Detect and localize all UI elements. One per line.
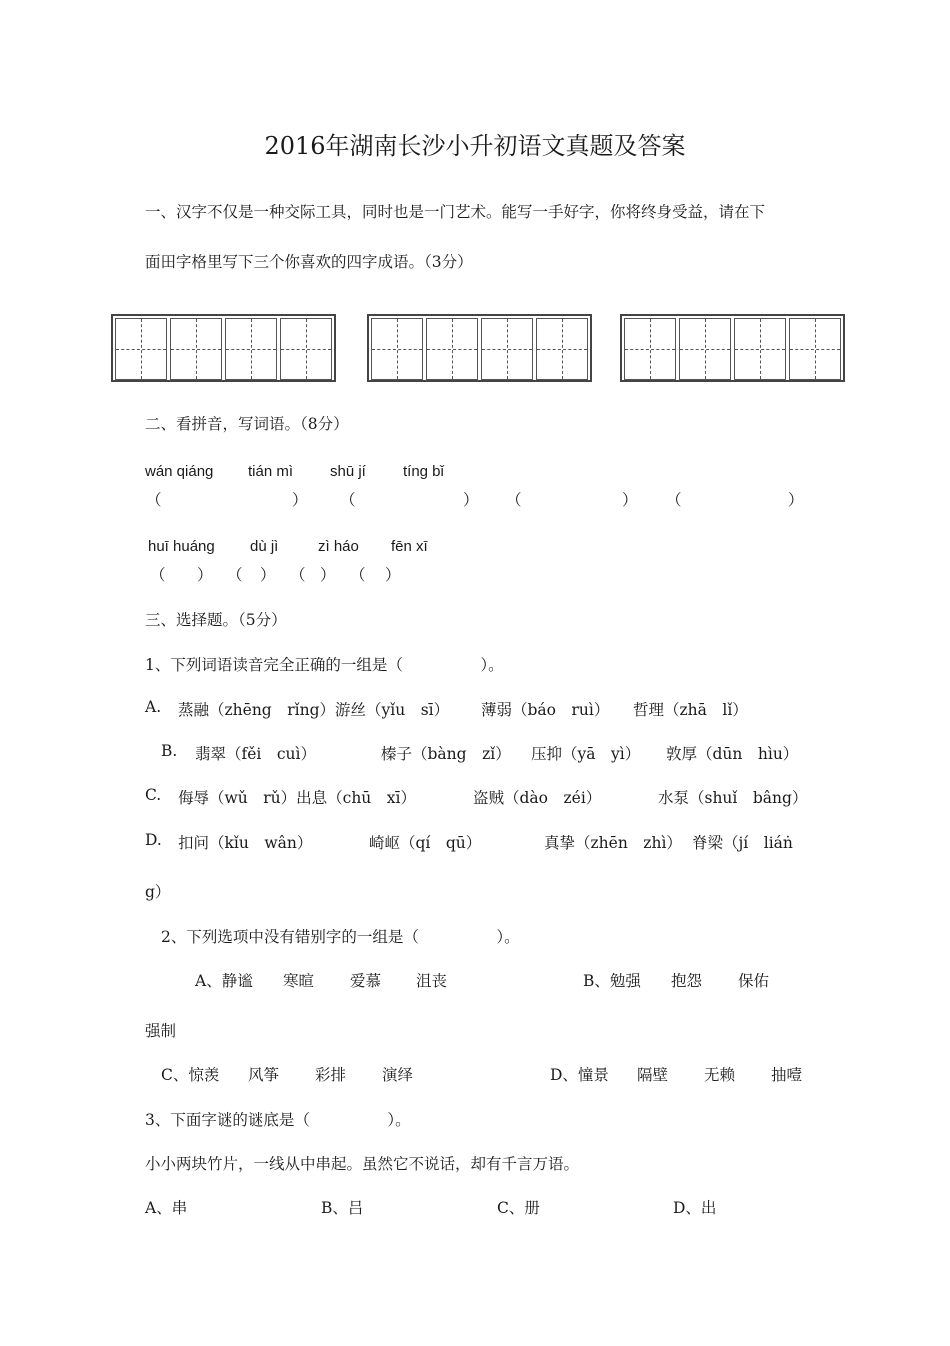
answer-bracket-open: （	[350, 566, 366, 584]
option-d-word: 抽噎	[771, 1066, 803, 1084]
answer-bracket-close: ）	[197, 566, 213, 584]
writing-grid-1[interactable]	[111, 314, 336, 382]
option-a-text: 蒸融（zhēng rǐng）游丝（yǐu sī）	[178, 701, 450, 719]
answer-bracket-open: （	[146, 491, 162, 509]
option-b-text: 敦厚（dūn hìu）	[666, 745, 799, 763]
option-a: A、串	[145, 1199, 188, 1217]
grid-cell[interactable]	[536, 318, 588, 380]
page-title: 2016年湖南长沙小升初语文真题及答案	[264, 132, 686, 160]
grid-cell[interactable]	[624, 318, 676, 380]
answer-bracket-close: ）	[320, 566, 336, 584]
option-c-word: C、惊羡	[161, 1066, 220, 1084]
grid-cell[interactable]	[481, 318, 533, 380]
grid-cell[interactable]	[679, 318, 731, 380]
grid-cell[interactable]	[170, 318, 222, 380]
option-c-word: 风筝	[248, 1066, 280, 1084]
option-d-word: 隔壁	[637, 1066, 669, 1084]
q3-heading: 三、选择题。（5分）	[145, 611, 287, 629]
pinyin: tíng bǐ	[403, 463, 444, 480]
option-d-word: 无赖	[704, 1066, 736, 1084]
pinyin: wán qiáng	[145, 463, 214, 480]
grid-cell[interactable]	[115, 318, 167, 380]
answer-bracket-close: ）	[622, 491, 638, 509]
answer-bracket-close: ）	[292, 491, 308, 509]
option-a-text: 哲理（zhā lǐ）	[633, 701, 748, 719]
answer-bracket-open: （	[340, 491, 356, 509]
grid-cell[interactable]	[426, 318, 478, 380]
option-d-word: D、憧景	[550, 1066, 609, 1084]
answer-bracket-close: ）	[260, 566, 276, 584]
answer-bracket-close: ）	[463, 491, 479, 509]
option-c-text: 水泵（shuǐ bâng）	[658, 789, 808, 807]
grid-cell[interactable]	[225, 318, 277, 380]
pinyin: huī huáng	[148, 538, 215, 555]
q1-text-line1: 一、汉字不仅是一种交际工具，同时也是一门艺术。能写一手好字，你将终身受益，请在下	[145, 203, 766, 221]
option-d: D、出	[673, 1199, 717, 1217]
option-d-text: 真挚（zhēn zhì）	[544, 834, 682, 852]
answer-bracket-open: （	[227, 566, 243, 584]
answer-bracket-open: （	[506, 491, 522, 509]
option-b-text: 榛子（bàng zǐ）	[381, 745, 511, 763]
option-a-word: 沮丧	[416, 972, 448, 990]
option-d-continuation: g）	[145, 883, 171, 901]
answer-bracket-open: （	[150, 566, 166, 584]
option-b-word: 保佑	[738, 972, 770, 990]
riddle-text: 小小两块竹片，一线从中串起。虽然它不说话，却有千言万语。	[145, 1155, 580, 1173]
grid-cell[interactable]	[371, 318, 423, 380]
pinyin: fēn xī	[391, 538, 428, 555]
option-label-d: D.	[145, 831, 162, 849]
option-c-word: 彩排	[315, 1066, 347, 1084]
option-d-text: 扣问（kǐu wân）	[178, 834, 313, 852]
option-a-word: A、静谧	[195, 972, 253, 990]
option-label-a: A.	[145, 698, 162, 716]
grid-cell[interactable]	[280, 318, 332, 380]
option-b: B、吕	[321, 1199, 364, 1217]
q3-2-stem: 2、下列选项中没有错别字的一组是（ ）。	[161, 928, 520, 946]
option-d-text: 崎岖（qí qū）	[369, 834, 482, 852]
q1-text-line2: 面田字格里写下三个你喜欢的四字成语。（3分）	[145, 253, 473, 271]
pinyin: tián mì	[248, 463, 294, 480]
option-label-b: B.	[161, 742, 178, 760]
option-c-text: 盗贼（dào zéi）	[473, 789, 602, 807]
answer-bracket-close: ）	[788, 491, 804, 509]
option-b-text: 压抑（yā yì）	[531, 745, 641, 763]
writing-grid-3[interactable]	[620, 314, 845, 382]
writing-grid-2[interactable]	[367, 314, 592, 382]
q3-1-stem: 1、下列词语读音完全正确的一组是（ ）。	[145, 656, 504, 674]
grid-cell[interactable]	[789, 318, 841, 380]
option-c: C、册	[497, 1199, 540, 1217]
answer-bracket-open: （	[666, 491, 682, 509]
option-b-continuation: 强制	[145, 1022, 177, 1040]
pinyin: dù jì	[250, 538, 279, 555]
option-label-c: C.	[145, 786, 162, 804]
option-b-word: 抱怨	[671, 972, 703, 990]
grid-cell[interactable]	[734, 318, 786, 380]
answer-bracket-close: ）	[385, 566, 401, 584]
option-c-word: 演绎	[382, 1066, 414, 1084]
option-a-word: 爱慕	[350, 972, 382, 990]
pinyin: zì háo	[318, 538, 359, 555]
option-a-word: 寒暄	[283, 972, 315, 990]
q3-3-stem: 3、下面字谜的谜底是（ ）。	[145, 1111, 411, 1129]
option-b-word: B、勉强	[583, 972, 641, 990]
option-a-text: 薄弱（báo ruì）	[481, 701, 610, 719]
answer-bracket-open: （	[290, 566, 306, 584]
pinyin: shū jí	[330, 463, 366, 480]
option-c-text: 侮辱（wǔ rǔ）出息（chū xī）	[178, 789, 416, 807]
q2-heading: 二、看拼音，写词语。（8分）	[145, 415, 349, 433]
option-b-text: 翡翠（fěi cuì）	[195, 745, 316, 763]
option-d-text: 脊梁（jí liáṅ	[692, 834, 793, 852]
